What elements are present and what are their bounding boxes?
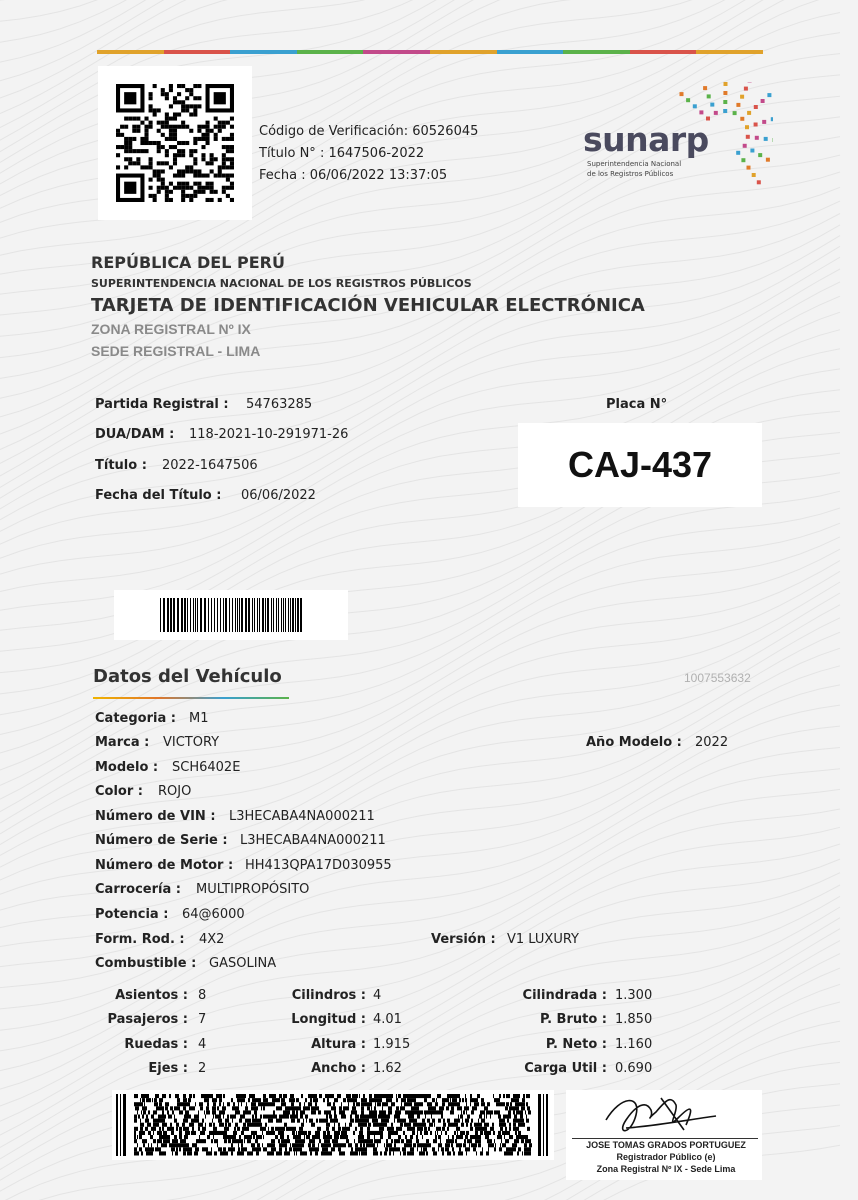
categoria-value: M1	[189, 711, 209, 726]
section-title: Datos del Vehículo	[93, 666, 282, 687]
serie-label: Número de Serie :	[95, 833, 228, 848]
peso-bruto-label: P. Bruto :	[539, 1012, 607, 1027]
handwritten-signature	[566, 1090, 762, 1140]
issue-date: Fecha : 06/06/2022 13:37:05	[259, 168, 448, 183]
ejes-label: Ejes :	[148, 1061, 188, 1076]
section-underline	[93, 697, 289, 699]
marca-value: VICTORY	[163, 735, 220, 750]
plate-number: CAJ-437	[567, 444, 713, 485]
fecha-titulo-label: Fecha del Título :	[95, 488, 222, 503]
carga-util-value: 0.690	[615, 1061, 653, 1076]
signer-role: Registrador Público (e)	[616, 1152, 716, 1162]
combustible-label: Combustible :	[95, 956, 197, 971]
potencia-value: 64@6000	[182, 907, 245, 922]
pasajeros-label: Pasajeros :	[107, 1012, 188, 1027]
longitud-value: 4.01	[373, 1012, 402, 1027]
top-color-bar	[97, 50, 763, 54]
signer-name: JOSE TOMAS GRADOS PORTUGUEZ	[586, 1140, 746, 1150]
longitud-label: Longitud :	[291, 1012, 366, 1027]
ancho-label: Ancho :	[311, 1061, 366, 1076]
combustible-value: GASOLINA	[209, 956, 277, 971]
modelo-label: Modelo :	[95, 760, 159, 775]
plate-box	[518, 423, 762, 507]
asientos-label: Asientos :	[115, 988, 188, 1003]
cilindrada-label: Cilindrada :	[522, 988, 607, 1003]
cilindrada-value: 1.300	[615, 988, 653, 1003]
potencia-label: Potencia :	[95, 907, 169, 922]
barcode-small	[114, 590, 348, 640]
form-rod-value: 4X2	[199, 932, 225, 947]
verification-code: Código de Verificación: 60526045	[259, 124, 479, 139]
marca-label: Marca :	[95, 735, 150, 750]
asientos-value: 8	[198, 988, 207, 1003]
serie-value: L3HECABA4NA000211	[240, 833, 386, 848]
carga-util-label: Carga Util :	[524, 1061, 607, 1076]
modelo-value: SCH6402E	[172, 760, 241, 775]
version-value: V1 LUXURY	[507, 932, 579, 947]
qr-code-icon	[116, 84, 234, 202]
altura-value: 1.915	[373, 1037, 411, 1052]
signature-block	[566, 1090, 762, 1180]
pdf417-barcode	[112, 1090, 554, 1160]
anio-modelo-label: Año Modelo :	[586, 735, 682, 750]
ancho-value: 1.62	[373, 1061, 402, 1076]
pdf417-barcode-icon	[112, 1090, 554, 1160]
qr-code	[98, 66, 252, 220]
peso-neto-value: 1.160	[615, 1037, 653, 1052]
ruedas-label: Ruedas :	[124, 1037, 188, 1052]
vin-label: Número de VIN :	[95, 809, 216, 824]
categoria-label: Categoria :	[95, 711, 176, 726]
vin-value: L3HECABA4NA000211	[229, 809, 375, 824]
motor-label: Número de Motor :	[95, 858, 234, 873]
carroceria-label: Carrocería :	[95, 882, 181, 897]
cilindros-value: 4	[373, 988, 382, 1003]
peso-bruto-value: 1.850	[615, 1012, 653, 1027]
plate-label: Placa N°	[606, 397, 668, 412]
cilindros-label: Cilindros :	[291, 988, 366, 1003]
sunarp-logo	[583, 82, 773, 192]
partida-label: Partida Registral :	[95, 397, 229, 412]
signer-zone: Zona Registral Nº IX - Sede Lima	[596, 1164, 736, 1174]
titulo-value: 2022-1647506	[162, 458, 258, 473]
color-value: ROJO	[158, 784, 192, 799]
fecha-titulo-value: 06/06/2022	[241, 488, 316, 503]
ruedas-value: 4	[198, 1037, 207, 1052]
agency-heading: SUPERINTENDENCIA NACIONAL DE LOS REGISTROS PÚBLICOS	[91, 277, 472, 290]
anio-modelo-value: 2022	[695, 735, 729, 750]
partida-value: 54763285	[246, 397, 313, 412]
version-label: Versión :	[431, 932, 496, 947]
logo-subtitle-1: Superintendencia Nacional	[587, 160, 682, 168]
altura-label: Altura :	[311, 1037, 366, 1052]
form-rod-label: Form. Rod. :	[95, 932, 185, 947]
country-heading: REPÚBLICA DEL PERÚ	[91, 253, 285, 272]
barcode-icon	[114, 590, 348, 640]
titulo-label: Título :	[95, 458, 147, 473]
document-number: 1007553632	[684, 671, 751, 685]
dua-value: 118-2021-10-291971-26	[189, 427, 349, 442]
color-label: Color :	[95, 784, 143, 799]
carroceria-value: MULTIPROPÓSITO	[196, 882, 310, 897]
registry-office: SEDE REGISTRAL - LIMA	[91, 343, 261, 359]
dua-label: DUA/DAM :	[95, 427, 175, 442]
signature-line	[572, 1138, 758, 1139]
logo-subtitle-2: de los Registros Públicos	[587, 170, 674, 178]
motor-value: HH413QPA17D030955	[245, 858, 392, 873]
document-title: TARJETA DE IDENTIFICACIÓN VEHICULAR ELECTRÓNICA	[91, 295, 645, 316]
peso-neto-label: P. Neto :	[545, 1037, 607, 1052]
pasajeros-value: 7	[198, 1012, 207, 1027]
registry-zone: ZONA REGISTRAL Nº IX	[91, 321, 251, 337]
title-number: Título N° : 1647506-2022	[259, 146, 425, 161]
ejes-value: 2	[198, 1061, 207, 1076]
logo-wordmark: sunarp	[583, 120, 709, 159]
